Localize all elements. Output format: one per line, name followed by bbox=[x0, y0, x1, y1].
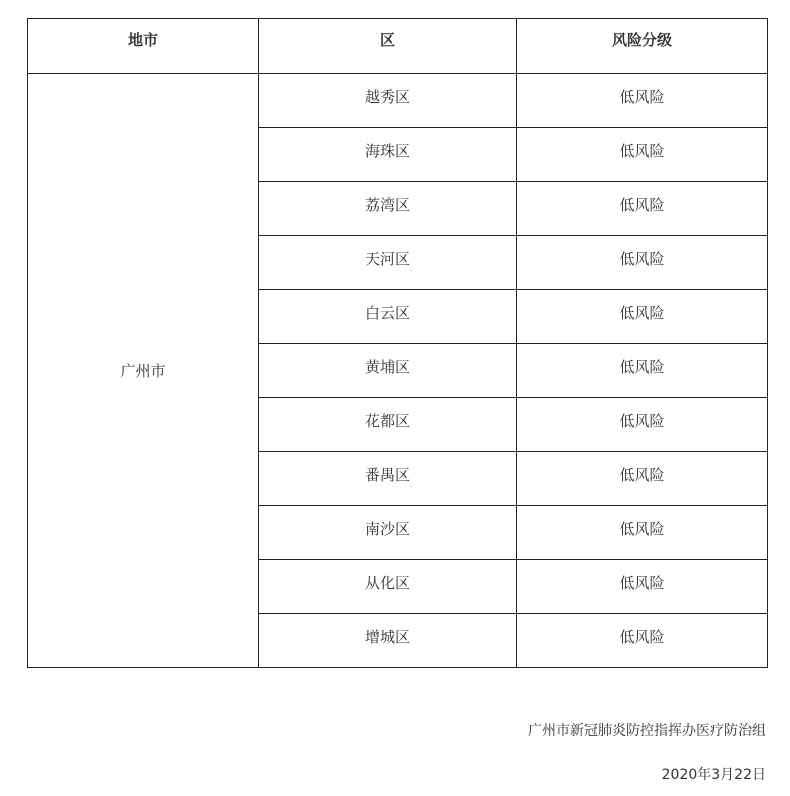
district-cell: 海珠区 bbox=[259, 128, 517, 182]
risk-level-cell: 低风险 bbox=[517, 74, 768, 128]
city-cell: 广州市 bbox=[28, 74, 259, 668]
district-cell: 越秀区 bbox=[259, 74, 517, 128]
risk-level-cell: 低风险 bbox=[517, 398, 768, 452]
table-body bbox=[28, 74, 768, 668]
district-cell: 荔湾区 bbox=[259, 182, 517, 236]
risk-level-cell: 低风险 bbox=[517, 614, 768, 668]
district-cell: 黄埔区 bbox=[259, 344, 517, 398]
header-district: 区 bbox=[259, 19, 517, 74]
risk-level-cell: 低风险 bbox=[517, 452, 768, 506]
district-cell: 南沙区 bbox=[259, 506, 517, 560]
table-header-row bbox=[28, 19, 768, 74]
district-cell: 番禺区 bbox=[259, 452, 517, 506]
risk-level-cell: 低风险 bbox=[517, 506, 768, 560]
district-cell: 增城区 bbox=[259, 614, 517, 668]
district-cell: 从化区 bbox=[259, 560, 517, 614]
issue-date: 2020年3月22日 bbox=[661, 767, 766, 783]
risk-level-cell: 低风险 bbox=[517, 236, 768, 290]
risk-level-cell: 低风险 bbox=[517, 182, 768, 236]
risk-level-cell: 低风险 bbox=[517, 560, 768, 614]
district-cell: 天河区 bbox=[259, 236, 517, 290]
risk-level-cell: 低风险 bbox=[517, 128, 768, 182]
table-row bbox=[28, 74, 768, 128]
risk-level-cell: 低风险 bbox=[517, 290, 768, 344]
district-cell: 花都区 bbox=[259, 398, 517, 452]
risk-level-cell: 低风险 bbox=[517, 344, 768, 398]
risk-level-table bbox=[27, 18, 768, 668]
header-risk-level: 风险分级 bbox=[517, 19, 768, 74]
district-cell: 白云区 bbox=[259, 290, 517, 344]
header-city: 地市 bbox=[28, 19, 259, 74]
issuing-organization: 广州市新冠肺炎防控指挥办医疗防治组 bbox=[528, 723, 766, 739]
